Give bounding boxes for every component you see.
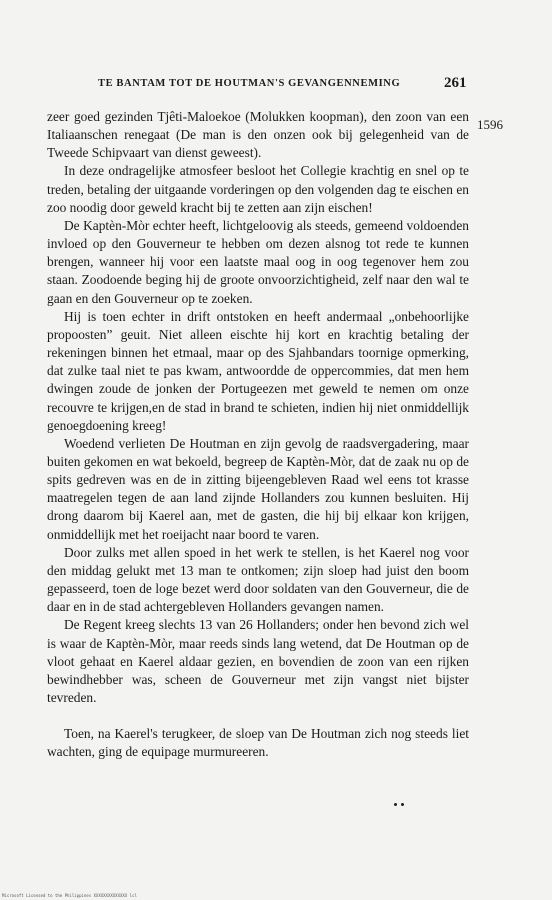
running-head: TE BANTAM TOT DE HOUTMAN'S GEVANGENNEMING <box>98 78 401 89</box>
paragraph-3: De Kaptèn-Mòr echter heeft, lichtgeloovig als steeds, gemeend voldoenden invloed op den Gouverneur te hebben om dezen alsnog tot rede te kunnen brengen, wanneer hij voor een laatste maal oog in oog tegenover hem zou staan. Zoodoende beging hij de groote onvoorzichtigheid, zelf naar den wal te gaan en den Gouverneur op te zoeken. <box>47 217 469 306</box>
ink-speck <box>401 803 404 806</box>
page-number: 261 <box>444 75 467 91</box>
scan-footer: Microsoft Licensed to the Philippines XXXXXXXXXXXXXX lcl <box>2 893 137 898</box>
ink-speck <box>394 803 397 806</box>
body-text <box>47 108 469 761</box>
paragraph-7: De Regent kreeg slechts 13 van 26 Hollanders; onder hen bevond zich wel is waar de Kaptèn-Mòr, maar reeds sinds lang wetend, dat De Houtman op de vloot gehaat en Kaerel aldaar gezien, en bovendien de zoon van een rijken bewindhebber was, scheen de Gouverneur met zijn vangst niet bijster tevreden. <box>47 617 469 705</box>
paragraph-2: In deze ondragelijke atmosfeer besloot het Collegie krachtig en snel op te treden, betaling der uitgaande vorderingen op den volgenden dag te eischen en zoo noodig door geweld kracht bij te zetten aan zijn eischen! <box>47 163 469 215</box>
paragraph-4: Hij is toen echter in drift ontstoken en heeft andermaal „onbehoorlijke propoosten” geuit. Niet alleen eischte hij kort en krachtig betaling der rekeningen binnen het etmaal, maar op des Sjahbandars toornige opmerking, dat zulke taal niet te pas kwam, antwoordde de oppercommies, dat men hem dwingen zoude de jonken der Portugeezen met geweld te nemen om onze recouvre te krijgen,en de stad in brand te schieten, indien hij niet onmiddellijk genoegdoening kreeg! <box>47 308 469 433</box>
paragraph-1: zeer goed gezinden Tjêti-Maloekoe (Molukken koopman), den zoon van een Italiaanschen renegaat (De man is den onzen ook bij gelegenheid van de Tweede Schipvaart van dienst geweest). <box>47 109 469 161</box>
margin-year: 1596 <box>477 117 503 132</box>
paragraph-6: Door zulks met allen spoed in het werk te stellen, is het Kaerel nog voor den middag gelukt met 13 man te ontkomen; zijn sloep had juist den boom gepasseerd, toen de loge bezet werd door soldaten van den Gouverneur, die de daar en in de stad achtergebleven Hollanders gevangen namen. <box>47 544 469 615</box>
paragraph-gap <box>47 707 469 725</box>
paragraph-5: Woedend verlieten De Houtman en zijn gevolg de raadsvergadering, maar buiten gekomen en wat bekoeld, begreep de Kaptèn-Mòr, dat de zaak nu op de spits gedreven was en de in zitting bijeengebleven Raad wel eens tot krasse maatregelen tegen de aan land zijnde Hollanders zou kunnen besluiten. Hij drong daarom bij Kaerel aan, met de gasten, die hij bij elkaar kon krijgen, onmiddellijk met het roeijacht naar boord te varen. <box>47 435 469 542</box>
paragraph-8: Toen, na Kaerel's terugkeer, de sloep van De Houtman zich nog steeds liet wachten, ging de equipage murmureeren. <box>47 726 469 760</box>
